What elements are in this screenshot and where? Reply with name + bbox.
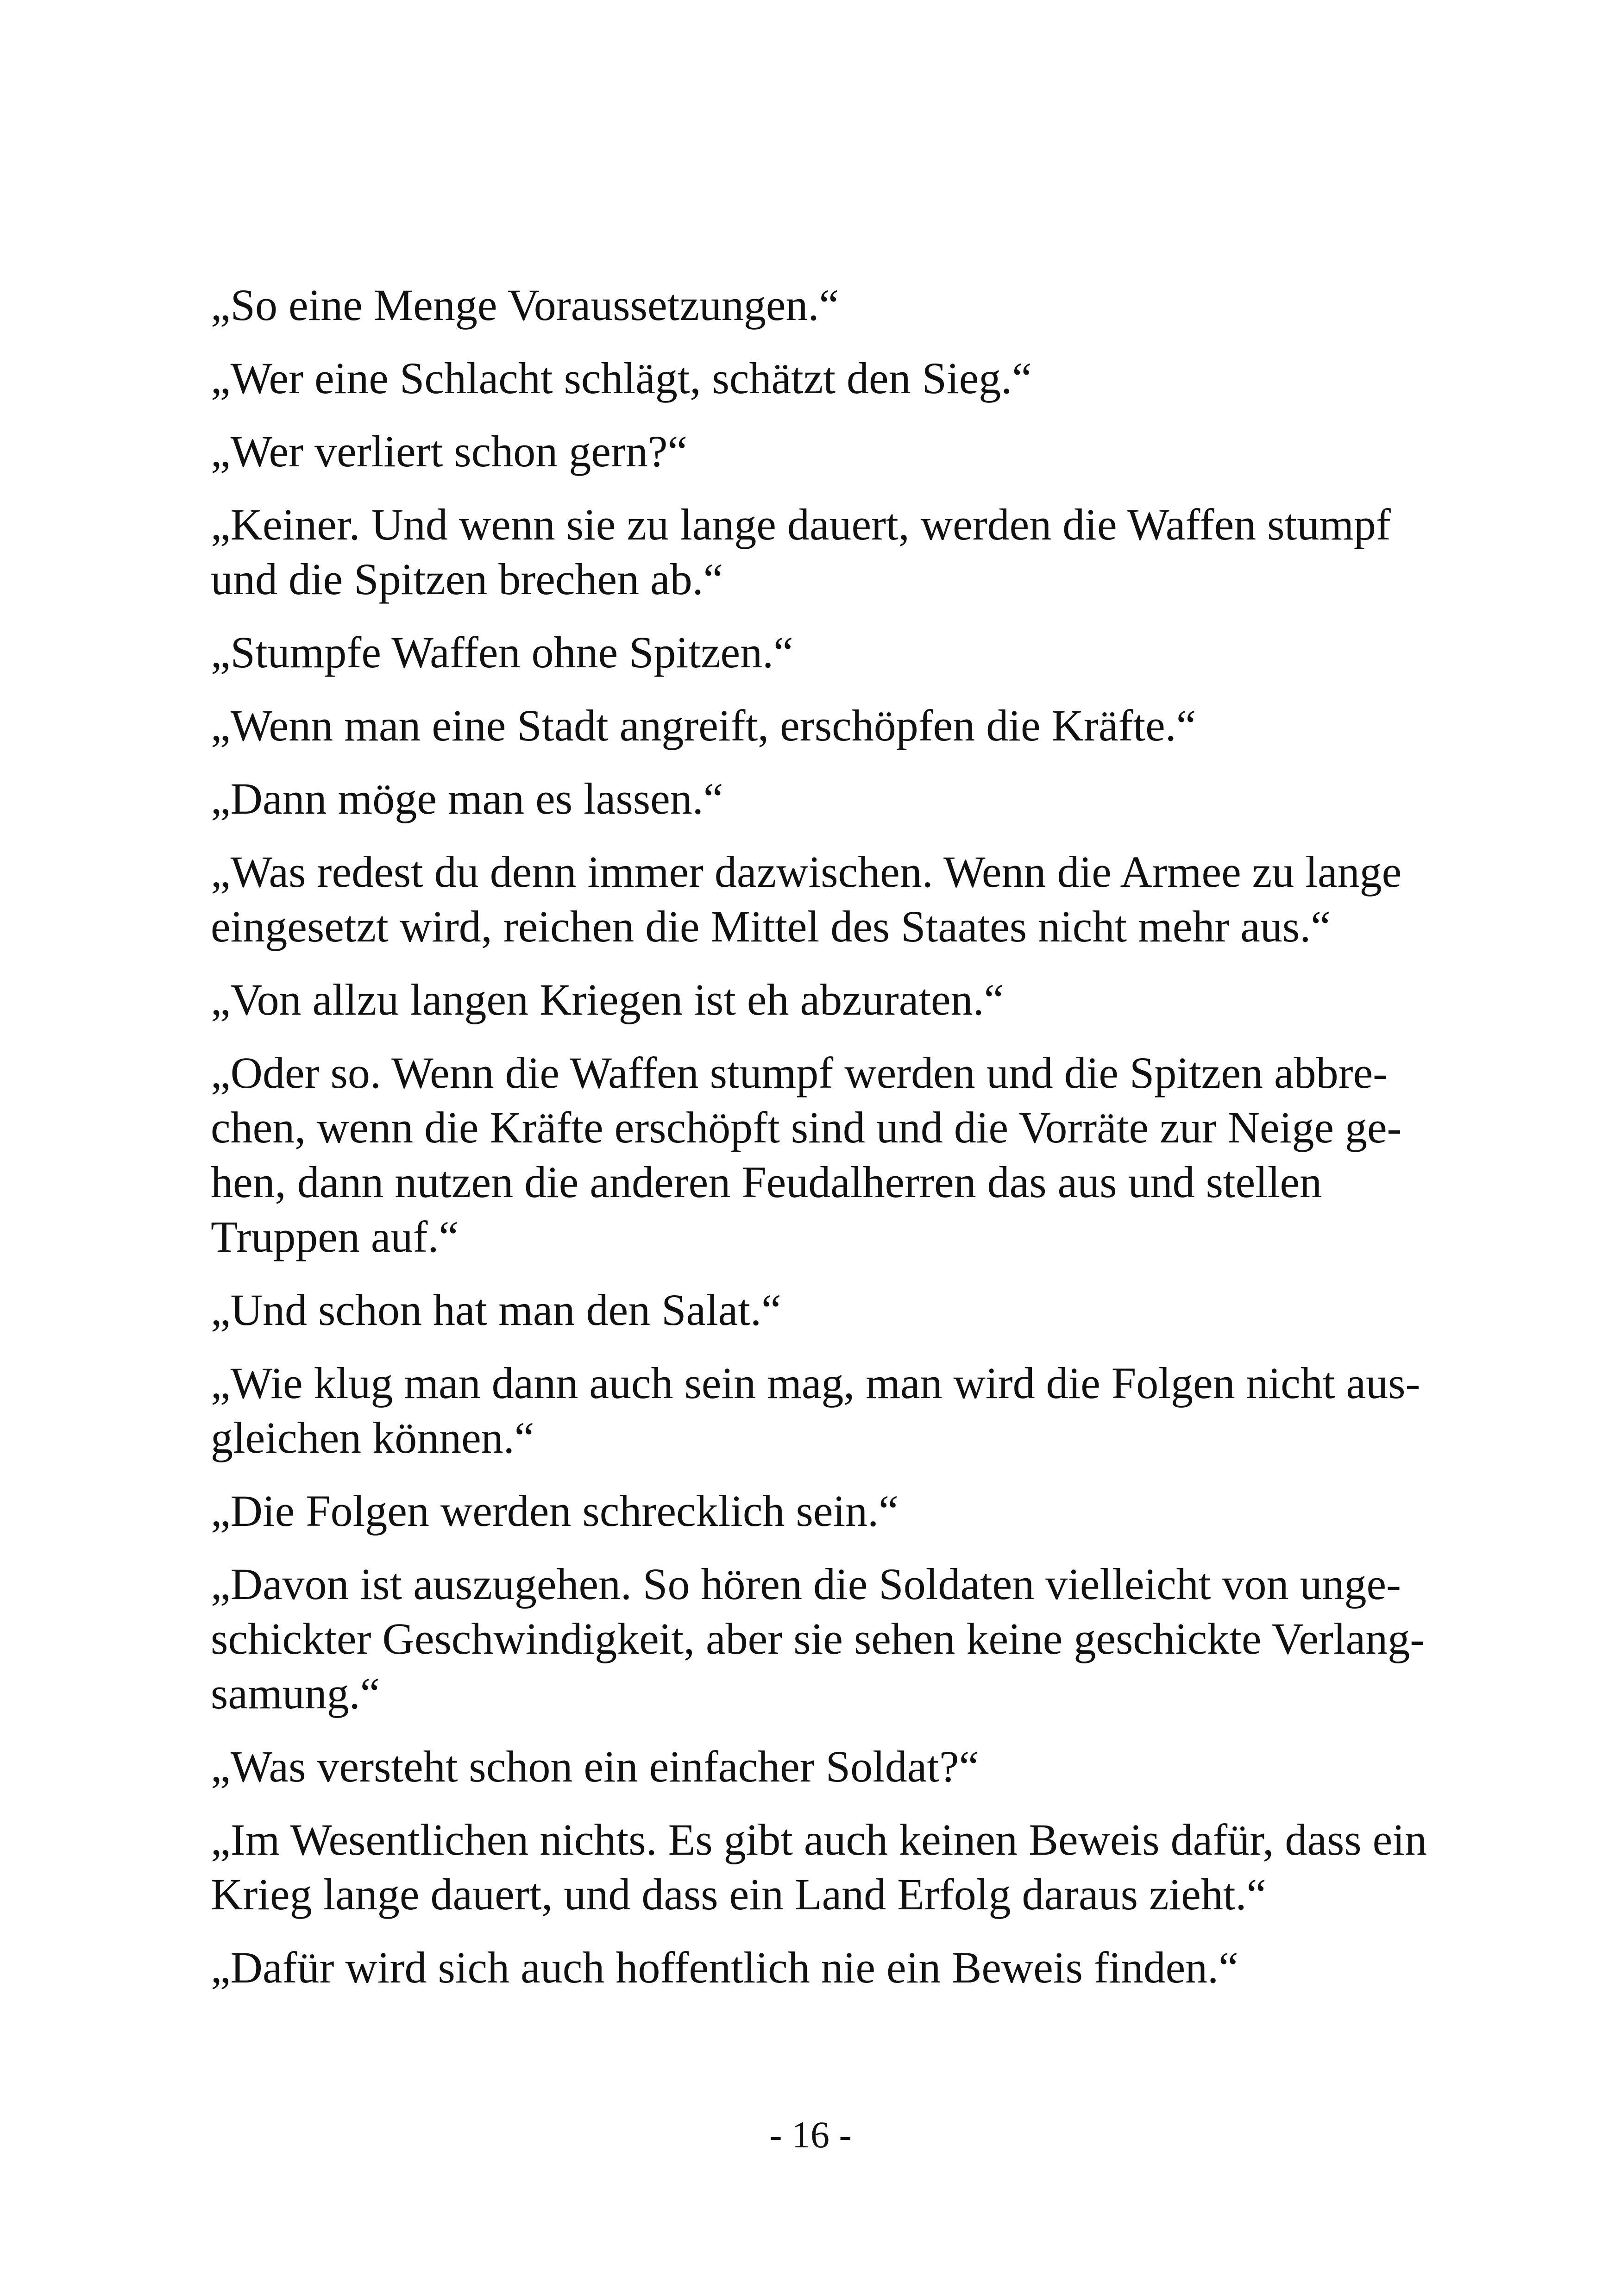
paragraph [211, 845, 1415, 954]
text-line: „Stumpfe Waffen ohne Spitzen.“ [211, 627, 793, 677]
text-line: samung.“ [211, 1669, 380, 1718]
page-number: - 16 - [769, 2114, 852, 2156]
text-line: „Was redest du denn immer dazwischen. Wenn die Armee zu lange [211, 847, 1402, 897]
page-body [211, 278, 1427, 2014]
paragraph [211, 1283, 1415, 1337]
paragraph [211, 278, 1415, 332]
text-line: hen, dann nutzen die anderen Feudalherren das aus und stellen [211, 1157, 1322, 1207]
paragraph [211, 972, 1415, 1027]
text-line: und die Spitzen brechen ab.“ [211, 554, 723, 604]
paragraph [211, 351, 1415, 406]
text-line: „Wenn man eine Stadt angreift, erschöpfen die Kräfte.“ [211, 701, 1196, 750]
paragraph [211, 625, 1415, 680]
text-line: „Dafür wird sich auch hoffentlich nie ein Beweis finden.“ [211, 1943, 1238, 1992]
text-line: „Von allzu langen Kriegen ist eh abzuraten.“ [211, 975, 1004, 1024]
text-line: gleichen können.“ [211, 1413, 534, 1462]
paragraph [211, 1739, 1415, 1794]
text-line: Krieg lange dauert, und dass ein Land Erfolg daraus zieht.“ [211, 1869, 1267, 1919]
paragraph [211, 1940, 1415, 1995]
paragraph [211, 1046, 1415, 1264]
text-line: chen, wenn die Kräfte erschöpft sind und die Vorräte zur Neige ge- [211, 1103, 1402, 1152]
text-line: „Wer verliert schon gern?“ [211, 427, 688, 476]
text-line: „Davon ist auszugehen. So hören die Soldaten vielleicht von unge- [211, 1559, 1401, 1609]
text-line: schickter Geschwindigkeit, aber sie sehen keine geschickte Verlang- [211, 1614, 1425, 1663]
text-line: „Wie klug man dann auch sein mag, man wird die Folgen nicht aus- [211, 1358, 1420, 1408]
text-line: „Wer eine Schlacht schlägt, schätzt den Sieg.“ [211, 353, 1032, 403]
paragraph [211, 424, 1415, 479]
paragraph [211, 698, 1415, 753]
paragraph [211, 1557, 1425, 1721]
text-line: eingesetzt wird, reichen die Mittel des Staates nicht mehr aus.“ [211, 902, 1331, 951]
text-line: „Was versteht schon ein einfacher Soldat?“ [211, 1742, 979, 1791]
text-line: „Und schon hat man den Salat.“ [211, 1285, 781, 1335]
text-line: „Im Wesentlichen nichts. Es gibt auch keinen Beweis dafür, dass ein [211, 1815, 1427, 1864]
paragraph [211, 1356, 1420, 1465]
text-line: „Die Folgen werden schrecklich sein.“ [211, 1486, 898, 1536]
paragraph [211, 772, 1415, 826]
text-line: „Dann möge man es lassen.“ [211, 774, 723, 823]
text-line: „So eine Menge Voraussetzungen.“ [211, 280, 839, 330]
paragraph [211, 1484, 1415, 1538]
text-line: Truppen auf.“ [211, 1212, 459, 1261]
text-line: „Oder so. Wenn die Waffen stumpf werden und die Spitzen abbre- [211, 1048, 1388, 1098]
text-line: „Keiner. Und wenn sie zu lange dauert, werden die Waffen stumpf [211, 500, 1391, 549]
paragraph [211, 1813, 1427, 1922]
paragraph [211, 497, 1415, 607]
